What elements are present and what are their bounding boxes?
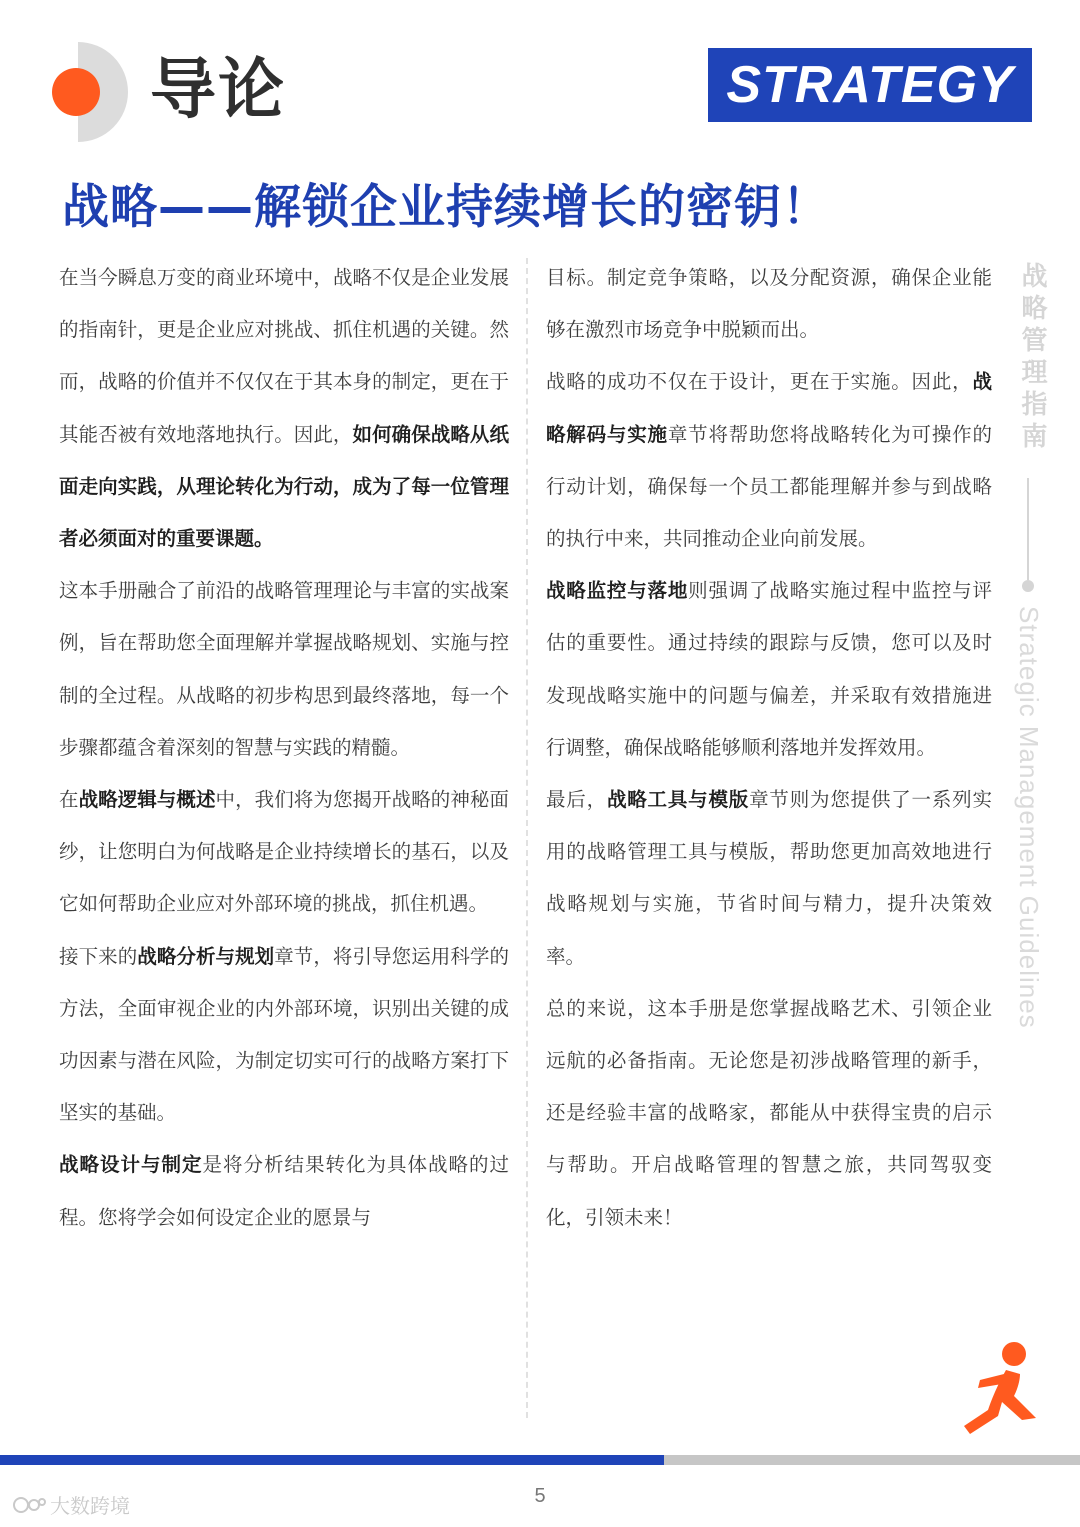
- footer-bar-blue: [0, 1455, 664, 1465]
- left-column: [59, 252, 509, 1244]
- header-circle-icon: [50, 40, 130, 144]
- page-title: 导论: [150, 51, 286, 128]
- right-column: [546, 252, 992, 1244]
- watermark: [12, 1490, 130, 1519]
- paragraph: 在战略逻辑与概述中，我们将为您揭开战略的神秘面纱，让您明白为何战略是企业持续增长的基石，以及它如何帮助企业应对外部环境的挑战，抓住机遇。: [59, 788, 509, 916]
- paragraph: 战略设计与制定是将分析结果转化为具体战略的过程。您将学会如何设定企业的愿景与: [59, 1153, 509, 1229]
- paragraph: 战略的成功不仅在于设计，更在于实施。因此，战略解码与实施章节将帮助您将战略转化为可操作的行动计划，确保每一个员工都能理解并参与到战略的执行中来，共同推动企业向前发展。: [546, 370, 992, 551]
- sidebar-title-cn: 战略管理指南: [1017, 262, 1047, 454]
- strategy-badge: STRATEGY: [708, 48, 1032, 122]
- paragraph: 最后，战略工具与模版章节则为您提供了一系列实用的战略管理工具与模版，帮助您更加高效地进行战略规划与实施，节省时间与精力，提升决策效率。: [546, 788, 992, 968]
- headline: 战略——解锁企业持续增长的密钥！: [62, 180, 830, 235]
- column-divider: [526, 258, 528, 1418]
- sidebar-dot: [1022, 580, 1034, 592]
- paragraph: 接下来的战略分析与规划章节，将引导您运用科学的方法，全面审视企业的内外部环境，识别出关键的成功因素与潜在风险，为制定切实可行的战略方案打下坚实的基础。: [59, 944, 509, 1125]
- paragraph: 战略监控与落地则强调了战略实施过程中监控与评估的重要性。通过持续的跟踪与反馈，您可以及时发现战略实施中的问题与偏差，并采取有效措施进行调整，确保战略能够顺利落地并发挥效用。: [546, 579, 992, 759]
- paragraph: 总的来说，这本手册是您掌握战略艺术、引领企业远航的必备指南。无论您是初涉战略管理的新手，还是经验丰富的战略家，都能从中获得宝贵的启示与帮助。开启战略管理的智慧之旅，共同驾驭变化，引领未来！: [546, 996, 992, 1229]
- footer-bar-gray: [664, 1455, 1080, 1465]
- paragraph: 这本手册融合了前沿的战略管理理论与丰富的实战案例，旨在帮助您全面理解并掌握战略规划、实施与控制的全过程。从战略的初步构思到最终落地，每一个步骤都蕴含着深刻的智慧与实践的精髓。: [59, 579, 509, 759]
- sidebar-title-en: Strategic Management Guidelines: [1014, 606, 1044, 1029]
- paragraph: 目标。制定竞争策略，以及分配资源，确保企业能够在激烈市场竞争中脱颖而出。: [546, 266, 992, 342]
- watermark-logo-icon: [12, 1494, 46, 1516]
- page-number: 5: [534, 1485, 546, 1507]
- sidebar-line: [1027, 478, 1029, 580]
- watermark-text: 大数跨境: [50, 1494, 130, 1518]
- running-man-icon: [958, 1340, 1042, 1436]
- paragraph: 在当今瞬息万变的商业环境中，战略不仅是企业发展的指南针，更是企业应对挑战、抓住机遇的关键。然而，战略的价值并不仅仅在于其本身的制定，更在于其能否被有效地落地执行。因此，如何确保战略从纸面走向实践，从理论转化为行动，成为了每一位管理者必须面对的重要课题。: [59, 266, 509, 551]
